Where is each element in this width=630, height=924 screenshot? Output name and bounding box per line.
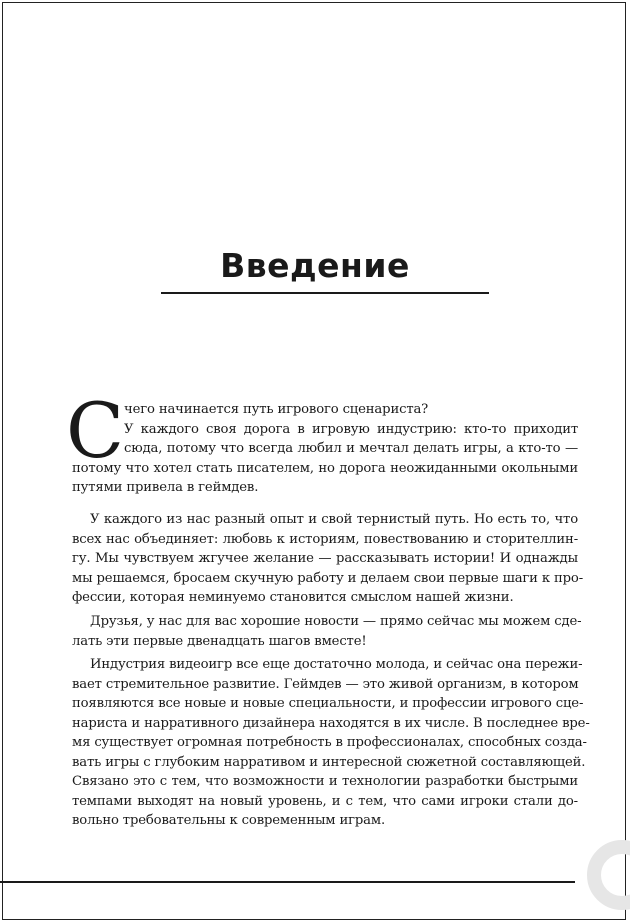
text-line: вает стремительное развитие. Геймдев — это живой организм, в котором [72, 676, 579, 692]
text-line: мы решаемся, бросаем скучную работу и делаем свои первые шаги к про- [72, 570, 584, 586]
text-line: вать игры с глубоким нарративом и интересной сюжетной составляющей. [72, 754, 586, 770]
text-line: потому что хотел стать писателем, но дорога неожиданными окольными [72, 460, 578, 476]
text-line: фессии, которая неминуемо становится смыслом нашей жизни. [72, 590, 514, 605]
text-line: путями привела в геймдев. [72, 480, 259, 495]
text-line: нариста и нарративного дизайнера находятся в их числе. В последнее вре- [72, 715, 590, 731]
text-line: всех нас объединяет: любовь к историям, повествованию и сторителлин- [72, 531, 578, 547]
text-line: Связано это с тем, что возможности и технологии разработки быстрыми [72, 774, 578, 789]
text-line: У каждого из нас разный опыт и свой тернистый путь. Но есть то, что [90, 512, 578, 527]
paragraph-4 [72, 655, 590, 831]
text-line: Индустрия видеоигр все еще достаточно молода, и сейчас она пережи- [90, 657, 583, 672]
text-line: сюда, потому что всегда любил и мечтал делать игры, а кто-то — [124, 441, 578, 456]
text-line: появляются все новые и новые специальности, и профессии игрового сце- [72, 696, 584, 711]
paragraph-1 [72, 400, 578, 498]
chapter-title: Введение [220, 246, 410, 286]
text-line: Друзья, у нас для вас хорошие новости — прямо сейчас мы можем сде- [90, 614, 582, 629]
text-line: чего начинается путь игрового сценариста? [124, 402, 429, 417]
paragraph-2 [72, 510, 584, 608]
text-line: мя существует огромная потребность в профессионалах, способных созда- [72, 735, 587, 750]
text-line: лать эти первые двенадцать шагов вместе! [72, 633, 367, 649]
text-line: У каждого своя дорога в игровую индустрию: кто-то приходит [124, 421, 578, 437]
paragraph-3 [72, 612, 582, 651]
text-line: вольно требовательны к современным играм. [72, 813, 386, 828]
text-line: темпами выходят на новый уровень, и с тем, что сами игроки стали до- [72, 793, 578, 809]
title-underline [161, 292, 489, 294]
drop-cap: С [66, 386, 125, 475]
text-line: гу. Мы чувствуем жгучее желание — рассказывать истории! И однажды [72, 551, 578, 566]
footer-rule [0, 881, 575, 883]
